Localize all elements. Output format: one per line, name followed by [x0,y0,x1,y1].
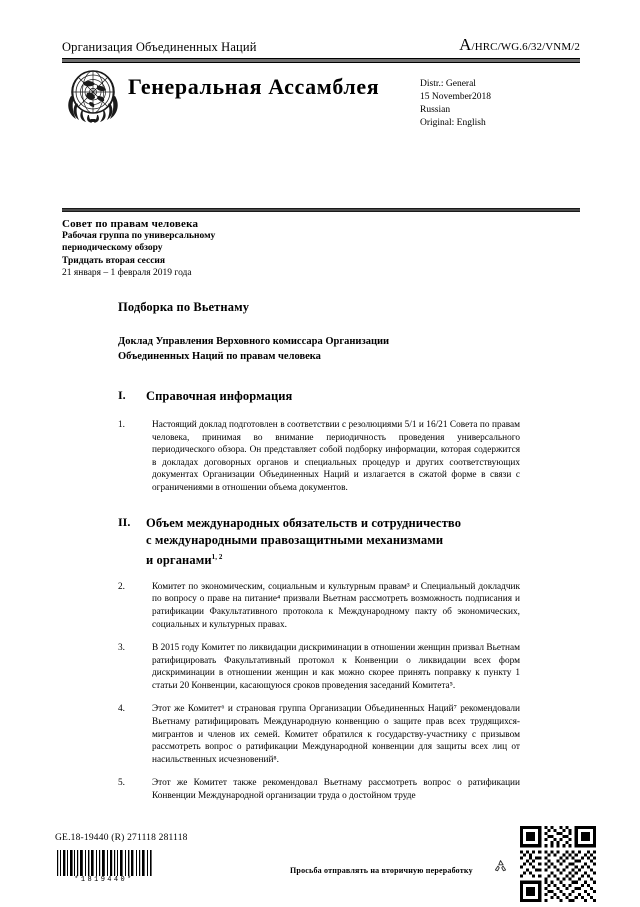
distr-original: Original: English [420,118,486,128]
masthead [62,36,580,63]
distr-language: Russian [420,105,451,115]
paragraph [118,419,520,495]
document-symbol-rest: /HRC/WG.6/32/VNM/2 [471,41,580,53]
main-content [118,300,520,814]
paragraph-text: Настоящий доклад подготовлен в соответствии с резолюциями 5/1 и 16/21 Совета по правам человека, принимая во внимание периодичность проведения универсального периодического обзора. Он представляет собой подборку информации, которая содержится в докладах договорных органов и специальных процедур и других соответствующих документах Организации Объединенных Наций и излагается в сжатой форме в связи с ограничениями в отношении объема документов. [152,420,520,493]
distribution-block [420,66,580,130]
page-subtitle-line-1: Доклад Управления Верховного комиссара Организации [118,336,390,347]
paragraph-text: Этот же Комитет⁶ и страновая группа Организации Объединенных Наций⁷ рекомендовали Вьетнаму ратифицировать Международную конвенцию о защите прав всех трудящихся-мигрантов и членов их семей. Комитет обратился к государству-участнику с призывом рассмотреть вопрос о ратификации Международной конвенции для защиты всех лиц от насильственных исчезновений⁸. [152,704,520,765]
session-number: Тридцать вторая сессия [62,255,166,266]
council-name: Совет по правам человека [62,218,199,230]
section-title-2-line-2: с международными правозащитными механизмами [146,532,444,547]
recycle-note: Просьба отправлять на вторичную переработку [290,866,473,875]
paragraph-text: Этот же Комитет также рекомендовал Вьетнаму рассмотреть вопрос о ратификации Конвенции Международной организации труда о достойном труде [152,778,520,802]
section-title-1: Справочная информация [146,389,293,403]
distr-date: 15 November2018 [420,92,491,102]
paragraph-number: 3. [118,643,125,654]
paragraph [118,642,520,692]
page-subtitle-line-2: Объединенных Наций по правам человека [118,350,321,362]
job-code: GE.18-19440 (R) 271118 281118 [55,833,188,843]
section-numeral-2: II. [118,514,131,529]
section-title-2-line-1: Объем международных обязательств и сотрудничество [146,515,462,530]
section-heading-1 [118,388,520,405]
recycle-icon [492,858,509,875]
paragraph [118,703,520,766]
section-title-2-footnote-marks: 1, 2 [211,552,223,561]
paragraph [118,581,520,631]
masthead-rule [62,58,580,63]
un-emblem-icon [62,66,124,124]
barcode-digits: *1819440* [74,876,134,884]
section-numeral-1: I. [118,388,126,402]
paragraph [118,777,520,802]
organization-name: Организация Объединенных Наций [62,39,257,54]
assembly-block [62,66,580,130]
qr-code [520,826,596,902]
session-dates: 21 января – 1 февраля 2019 года [62,267,192,278]
document-symbol [459,36,580,55]
page-title: Подборка по Вьетнаму [118,300,250,314]
paragraph-text: Комитет по экономическим, социальным и культурным правам³ и Специальный докладчик по вопросу о праве на питание⁴ призвали Вьетнам рассмотреть возможность подписания и ратификации Факультативного протокола к Международному пакту об экономических, социальных и культурных правах. [152,581,520,630]
working-group-line-1: Рабочая группа по универсальному [62,231,216,242]
working-group-line-2: периодическому обзору [62,243,163,254]
session-info [62,218,382,279]
paragraph-number: 2. [118,581,125,592]
body-name: Генеральная Ассамблея [128,74,380,99]
paragraph-number: 4. [118,704,125,715]
document-symbol-prefix: A [459,35,472,54]
distr-line: Distr.: General [420,79,476,89]
paragraph-number: 5. [118,778,125,789]
section-title-2-line-3: и органами [146,552,212,567]
section-heading-2 [118,515,520,569]
barcode [55,850,153,876]
paragraph-text: В 2015 году Комитет по ликвидации дискриминации в отношении женщин призвал Вьетнам ратифицировать Факультативный протокол к Конвенции о ликвидации всех форм дискриминации в отношении женщин и как можно скорее принять поправку к пункту 1 статьи 20 Конвенции, касающуюся сроков проведения заседаний Комитета⁵. [152,643,520,691]
paragraph-number: 1. [118,420,125,430]
body-rule [62,208,580,212]
section-title-2 [146,515,520,569]
page-subtitle [118,335,520,364]
